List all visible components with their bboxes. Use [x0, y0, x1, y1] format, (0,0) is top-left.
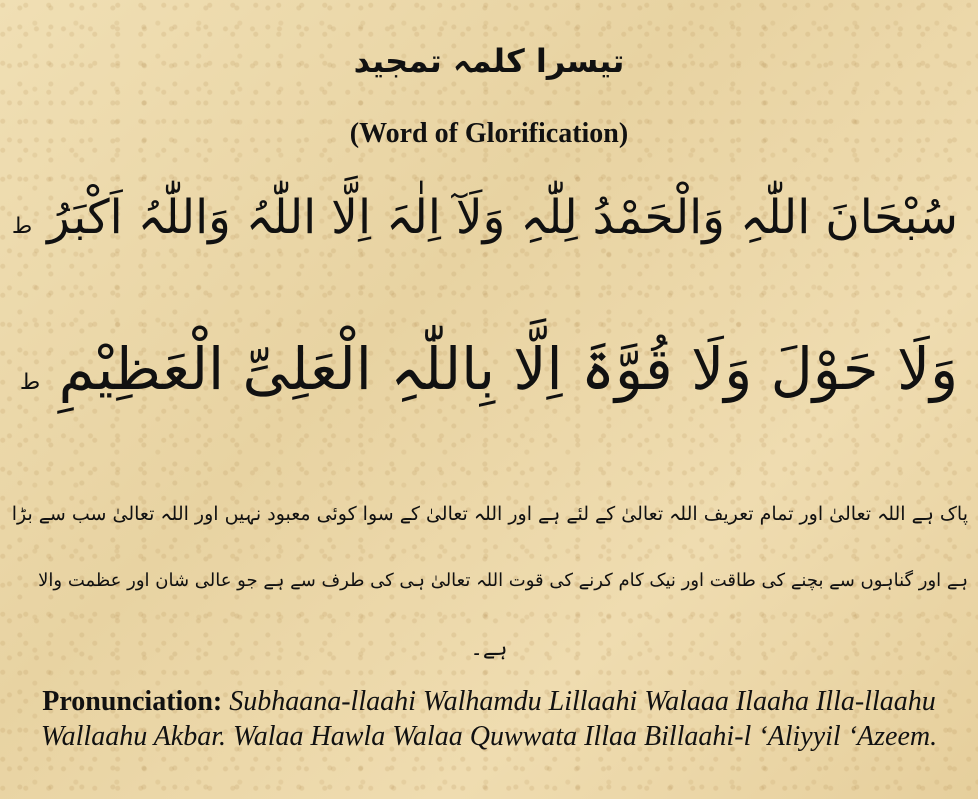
urdu-translation-line-3: ہے۔ [470, 636, 508, 660]
english-title: (Word of Glorification) [349, 118, 629, 149]
stop-mark-1: ط [11, 214, 33, 239]
pronunciation-label: Pronunciation: [42, 686, 223, 717]
kalima-line-2-text: وَلَا حَوْلَ وَلَا قُوَّۃَ اِلَّا بِاللّٰہِ الْعَلِیِّ الْعَظِیْمِ [58, 335, 959, 403]
urdu-translation-line-2: ہے اور گناہوں سے بچنے کی طاقت اور نیک کام کرنے کی قوت اللہ تعالیٰ ہی کی طرف سے ہے جو عالی شان اور عظمت والا [38, 570, 968, 591]
kalima-arabic-line-2 [0, 335, 978, 403]
pronunciation-text: Subhaana-llaahi Walhamdu Lillaahi Walaaa Ilaaha Illa-llaahu Wallaahu Akbar. Walaa Hawla Walaa Quwwata Illaa Billaahi-l ‘Aliyyil ‘Azeem. [40, 686, 938, 752]
pronunciation-block [8, 684, 970, 754]
kalima-arabic-line-1 [0, 190, 978, 245]
stop-mark-2: ط [19, 370, 41, 395]
urdu-title: تیسرا کلمہ تمجید [353, 42, 625, 80]
urdu-translation-line-1: پاک ہے اللہ تعالیٰ اور تمام تعریف اللہ تعالیٰ کے لئے ہے اور اللہ تعالیٰ کے سوا کوئی معبود نہیں اور اللہ تعالیٰ سب سے بڑا [11, 503, 968, 525]
kalima-line-1-text: سُبْحَانَ اللّٰہِ وَالْحَمْدُ لِلّٰہِ وَلَآ اِلٰہَ اِلَّا اللّٰہُ وَاللّٰہُ اَکْبَرُ [47, 190, 958, 245]
